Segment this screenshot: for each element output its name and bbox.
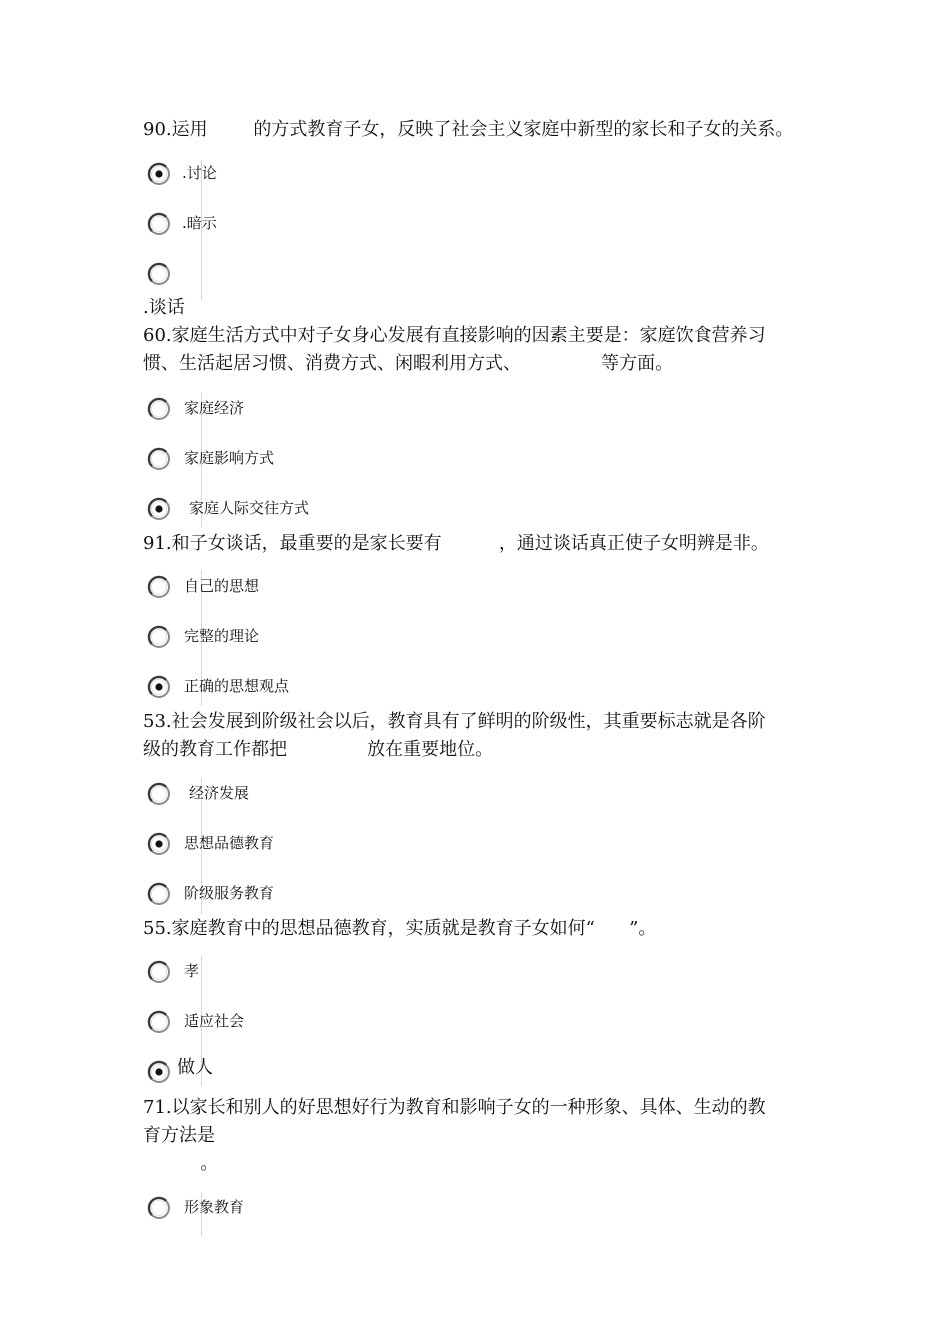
radio-button[interactable] bbox=[146, 831, 172, 857]
question-text: 60.家庭生活方式中对子女身心发展有直接影响的因素主要是：家庭饮食营养习 bbox=[143, 325, 766, 346]
question-text: 90.运用 的方式教育子女，反映了社会主义家庭中新型的家长和子女的关系。 bbox=[143, 119, 794, 140]
option-label: 经济发展 bbox=[189, 784, 250, 802]
radio-button[interactable] bbox=[146, 261, 172, 287]
radio-button[interactable] bbox=[146, 1009, 172, 1035]
radio-button[interactable] bbox=[146, 396, 172, 422]
question-text: 53.社会发展到阶级社会以后，教育具有了鲜明的阶级性，其重要标志就是各阶 bbox=[143, 711, 766, 732]
option-label: 家庭影响方式 bbox=[184, 449, 275, 467]
radio-button[interactable] bbox=[146, 1195, 172, 1221]
option-label: .暗示 bbox=[182, 214, 217, 232]
option-label: 适应社会 bbox=[184, 1012, 245, 1030]
radio-button[interactable] bbox=[146, 959, 172, 985]
option-label: 家庭经济 bbox=[184, 399, 245, 417]
option-label: 思想品德教育 bbox=[184, 834, 275, 852]
question-text: 。 bbox=[143, 1153, 219, 1174]
option-label: .谈话 bbox=[143, 297, 185, 318]
option-label: 正确的思想观点 bbox=[184, 677, 290, 695]
option-label: 形象教育 bbox=[184, 1198, 245, 1216]
radio-button[interactable] bbox=[146, 624, 172, 650]
radio-button[interactable] bbox=[146, 211, 172, 237]
radio-button[interactable] bbox=[146, 1059, 172, 1085]
option-label: .讨论 bbox=[182, 164, 217, 182]
radio-button[interactable] bbox=[146, 161, 172, 187]
question-text: 惯、生活起居习惯、消费方式、闲暇利用方式、 等方面。 bbox=[143, 353, 674, 374]
question-text: 育方法是 bbox=[143, 1125, 215, 1146]
radio-selected-dot bbox=[155, 505, 162, 512]
option-label: 做人 bbox=[177, 1057, 213, 1078]
radio-button[interactable] bbox=[146, 881, 172, 907]
radio-selected-dot bbox=[155, 683, 162, 690]
radio-button[interactable] bbox=[146, 674, 172, 700]
radio-button[interactable] bbox=[146, 574, 172, 600]
option-label: 家庭人际交往方式 bbox=[189, 499, 310, 517]
option-label: 孝 bbox=[184, 962, 200, 980]
question-text: 91.和子女谈话，最重要的是家长要有 ，通过谈话真正使子女明辨是非。 bbox=[143, 533, 769, 554]
radio-selected-dot bbox=[155, 170, 162, 177]
option-label: 完整的理论 bbox=[184, 627, 260, 645]
option-label: 阶级服务教育 bbox=[184, 884, 275, 902]
radio-button[interactable] bbox=[146, 781, 172, 807]
question-text: 55.家庭教育中的思想品德教育，实质就是教育子女如何“ ”。 bbox=[143, 918, 657, 939]
option-label: 自己的思想 bbox=[184, 577, 260, 595]
radio-selected-dot bbox=[155, 840, 162, 847]
radio-selected-dot bbox=[155, 1068, 162, 1075]
question-text: 71.以家长和别人的好思想好行为教育和影响子女的一种形象、具体、生动的教 bbox=[143, 1097, 766, 1118]
question-text: 级的教育工作都把 放在重要地位。 bbox=[143, 739, 494, 760]
radio-button[interactable] bbox=[146, 446, 172, 472]
radio-button[interactable] bbox=[146, 496, 172, 522]
